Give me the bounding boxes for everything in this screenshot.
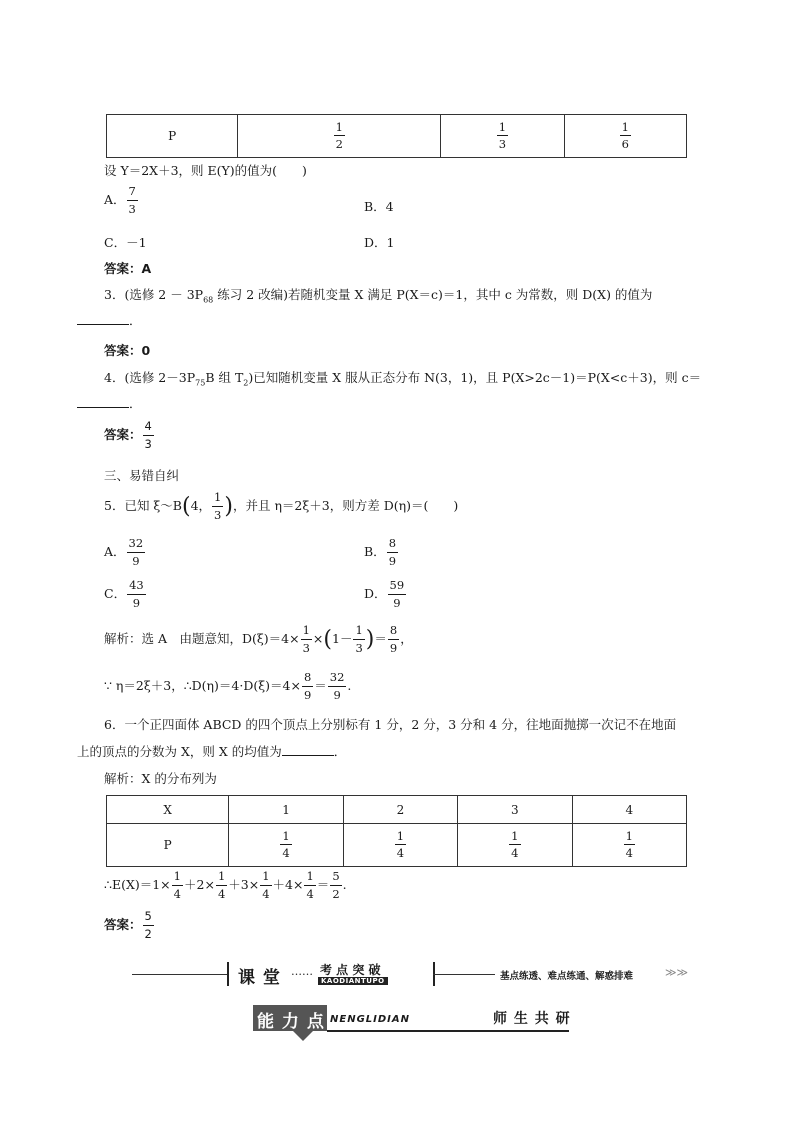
section-bar-title: 能 力 点 (257, 1012, 325, 1032)
banner-sub-cn: 考 点 突 破 (320, 963, 381, 977)
q5-solution-line1: 解析：选 A 由题意知，D(ξ)＝4× $\frac{1}{3}$ ×(1－ $\frac{1}{3}$ )＝ $\frac{8}{9}$ ， (104, 623, 413, 655)
table-cell: $\frac{1}{2}$ (238, 115, 441, 158)
section-bar-underline (327, 1030, 569, 1032)
q5-option-d: D． $\frac{59}{9}$ (364, 578, 405, 610)
banner-arrows-icon: ≫≫ (665, 966, 689, 979)
banner-right-text: 基点练透、难点练通、解惑排难 (500, 971, 634, 982)
table-cell: P (107, 824, 229, 867)
table-cell: $\frac{1}{4}$ (343, 824, 457, 867)
table-cell: 3 (458, 796, 572, 824)
banner-main: 课 堂 (238, 968, 281, 988)
q3-stem: 3．(选修 $2 - 3P_{68}$ 练习 2 改编)若随机变量 X 满足 P(X＝c)＝1，其中 c 为常数，则 D(X) 的值为 (104, 287, 653, 305)
table-cell: 2 (343, 796, 457, 824)
q6-solution-intro: 解析：X 的分布列为 (104, 771, 217, 786)
banner-sub-en: KAODIANTUPO (318, 977, 388, 985)
q6-distribution-table (106, 795, 687, 867)
q2-option-d: D．1 (364, 235, 395, 250)
q3-blank: ． (77, 311, 142, 329)
table-cell: $\frac{1}{4}$ (572, 824, 686, 867)
q2-option-c: C．－1 (104, 235, 147, 250)
q2-answer: 答案：A (104, 261, 152, 276)
top-distribution-table (106, 114, 687, 158)
banner-dots: …… (291, 965, 313, 978)
table-cell: 1 (229, 796, 343, 824)
banner-line-right (433, 974, 495, 975)
q5-solution-line2: ∵ η＝2ξ＋3，∴D(η)＝4·D(ξ)＝4× $\frac{8}{9}$ ＝ $\frac{32}{9}$ . (104, 670, 352, 702)
table-cell: $\frac{1}{4}$ (458, 824, 572, 867)
section-bar-pinyin: NENGLIDIAN (330, 1014, 410, 1025)
q4-stem: 4．(选修 $2-3P_{75}B$ 组 $T_2$)已知随机变量 X 服从正态分布 N(3，1)，且 P(X>2c－1)＝P(X<c＋3)，则 c＝ (104, 370, 702, 388)
table-cell: $\frac{1}{6}$ (564, 115, 686, 158)
q5-option-b: B． $\frac{8}{9}$ (364, 536, 397, 568)
table-cell: $\frac{1}{4}$ (229, 824, 343, 867)
q4-blank: ． (77, 394, 142, 412)
section-bar-right: 师 生 共 研 (493, 1011, 571, 1027)
q6-stem-line1: 6．一个正四面体 ABCD 的四个顶点上分别标有 1 分，2 分，3 分和 4 分，往地面抛掷一次记不在地面 (104, 717, 677, 732)
table-cell: $\frac{1}{3}$ (441, 115, 564, 158)
q5-stem: 5．已知 ξ～B(4， $\frac{1}{3}$ )，并且 η＝2ξ＋3，则方差 D(η)＝( ) (104, 490, 459, 522)
banner-line-left (132, 974, 227, 975)
q5-option-c: C． $\frac{43}{9}$ (104, 578, 144, 610)
q2-stem: 设 Y＝2X＋3，则 E(Y)的值为( ) (104, 163, 307, 178)
q6-expectation: ∴E(X)＝1× $\frac{1}{4}$ ＋2× $\frac{1}{4}$ ＋3× $\frac{1}{4}$ ＋4× $\frac{1}{4}$ ＝ $\frac{5}{2}$ . (104, 869, 347, 901)
section-bar-corner (293, 1031, 313, 1041)
table-cell: P (107, 115, 238, 158)
q5-option-a: A． $\frac{32}{9}$ (104, 536, 144, 568)
table-cell: 4 (572, 796, 686, 824)
q2-option-b: B．4 (364, 199, 394, 214)
q2-option-a: A． $\frac{7}{3}$ (104, 184, 136, 216)
section-heading: 三、易错自纠 (104, 468, 180, 483)
q6-answer: 答案： $\frac{5}{2}$ (104, 909, 152, 941)
q3-answer: 答案：0 (104, 343, 151, 358)
table-cell: X (107, 796, 229, 824)
q6-stem-line2: 上的顶点的分数为 X，则 X 的均值为 ． (77, 744, 347, 759)
q4-answer: 答案： $\frac{4}{3}$ (104, 419, 152, 451)
